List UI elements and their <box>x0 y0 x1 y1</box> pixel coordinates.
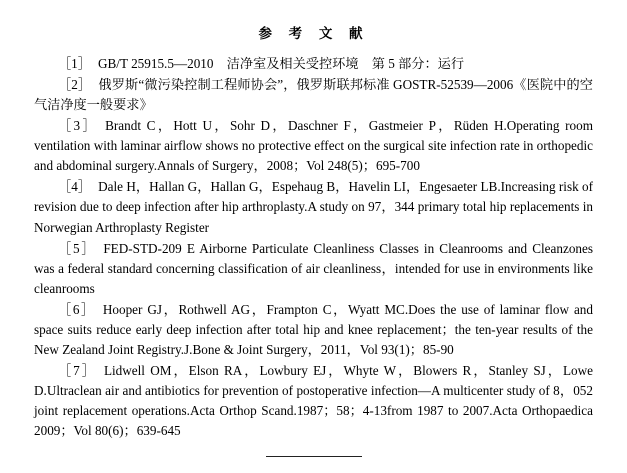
reference-text: FED-STD-209 E Airborne Particulate Cleanliness Classes in Cleanrooms and Cleanzones was a federal standard concerning classification of air cleanliness，intended for use in environments like cleanrooms <box>34 240 594 296</box>
list-item <box>34 116 593 176</box>
reference-text: GB/T 25915.5—2010 洁净室及相关受控环境 第 5 部分：运行 <box>97 56 465 71</box>
reference-number: ［7］ <box>58 362 97 378</box>
reference-number: ［3］ <box>58 118 99 134</box>
reference-number: ［6］ <box>58 301 96 317</box>
reference-text: 俄罗斯“微污染控制工程师协会”，俄罗斯联邦标准 GOSTR-52539—2006《医院中的空气洁净度一般要求》 <box>34 77 593 113</box>
list-item <box>34 239 593 299</box>
reference-list <box>34 54 593 441</box>
list-item <box>34 300 593 360</box>
reference-text: Lidwell OM，Elson RA，Lowbury EJ，Whyte W，Blowers R，Stanley SJ，Lowe D.Ultraclean air and antibiotics for prevention of postoperative infection—A multicenter study of 8，052 joint replacement operations.Acta Orthop Scand.1987；58；4-13from 1987 to 2007.Acta Orthopaedica 2009；Vol 80(6)；639-645 <box>34 362 594 439</box>
reference-text: Dale H，Hallan G，Hallan G，Espehaug B，Havelin LI，Engesaeter LB.Increasing risk of revision due to deep infection after hip arthroplasty.A study on 97，344 primary total hip replacements in Norwegian Arthroplasty Register <box>34 179 593 235</box>
list-item <box>34 54 593 74</box>
page-title: 参 考 文 献 <box>258 26 369 42</box>
reference-number: ［1］ <box>58 56 91 71</box>
reference-number: ［4］ <box>58 179 92 195</box>
list-item <box>34 361 593 441</box>
reference-text: Hooper GJ，Rothwell AG，Frampton C，Wyatt MC.Does the use of laminar flow and space suits reduce early deep infection after total hip and knee replacement；the ten-year results of the New Zealand Joint Registry.J.Bone & Joint Surgery，2011，Vol 93(1)；85-90 <box>34 301 593 357</box>
reference-number: ［2］ <box>58 77 92 93</box>
list-item <box>34 75 593 115</box>
reference-text: Brandt C，Hott U，Sohr D，Daschner F，Gastmeier P，Rüden H.Operating room ventilation with laminar airflow shows no protective effect on the surgical site infection rate in orthopedic and abdominal surgery.Annals of Surgery，2008；Vol 248(5)；695-700 <box>34 118 593 174</box>
list-item <box>34 177 593 237</box>
reference-number: ［5］ <box>58 240 97 256</box>
footer-divider <box>266 456 362 457</box>
